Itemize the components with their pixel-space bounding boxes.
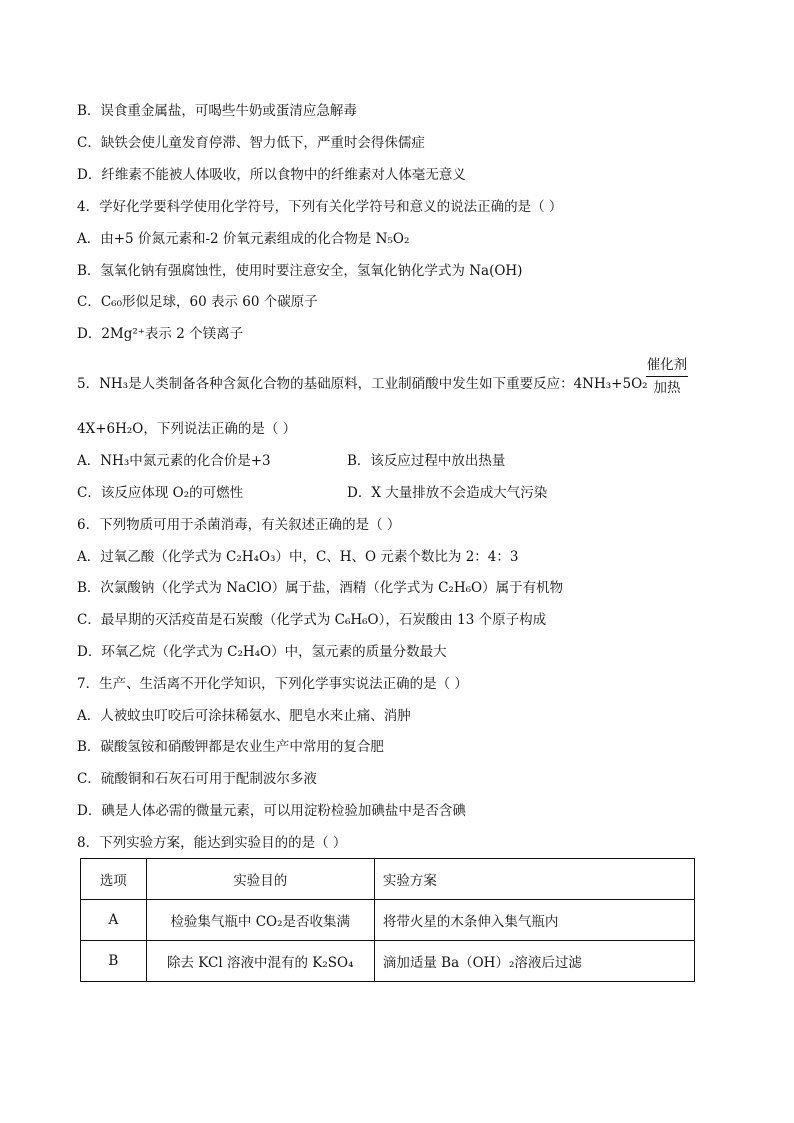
q7-option-b: B．碳酸氢铵和硝酸钾都是农业生产中常用的复合肥 <box>77 739 384 755</box>
q5-stem: 5．NH₃是人类制备各种含氮化合物的基础原料，工业制硝酸中发生如下重要反应：4NH₃+5O₂ <box>77 376 648 392</box>
q6-option-d: D．环氧乙烷（化学式为 C₂H₄O）中，氢元素的质量分数最大 <box>77 644 447 660</box>
q5-option-b: B．该反应过程中放出热量 <box>347 453 506 469</box>
table-cell: 滴加适量 Ba（OH）₂溶液后过滤 <box>374 941 694 982</box>
q6-option-b: B．次氯酸钠（化学式为 NaClO）属于盐，酒精（化学式为 C₂H₆O）属于有机物 <box>77 580 564 596</box>
q3-option-c: C．缺铁会使儿童发育停滞、智力低下，严重时会得侏儒症 <box>77 135 425 151</box>
q4-stem: 4．学好化学要科学使用化学符号，下列有关化学符号和意义的说法正确的是（ ） <box>77 199 563 215</box>
q6-stem: 6．下列物质可用于杀菌消毒，有关叙述正确的是（ ） <box>77 517 401 533</box>
table-header-row <box>81 859 695 900</box>
table-cell: 除去 KCl 溶液中混有的 K₂SO₄ <box>146 941 374 982</box>
q4-option-b: B．氢氧化钠有强腐蚀性，使用时要注意安全，氢氧化钠化学式为 Na(OH) <box>77 263 523 279</box>
q4-option-c: C．C₆₀形似足球，60 表示 60 个碳原子 <box>77 294 318 310</box>
q5-stem-continued: 4X+6H₂O，下列说法正确的是（ ） <box>77 421 297 437</box>
q3-option-b: B．误食重金属盐，可喝些牛奶或蛋清应急解毒 <box>77 103 357 119</box>
table-cell: A <box>81 900 147 941</box>
heating-label: 加热 <box>653 380 681 396</box>
q5-option-d: D．X 大量排放不会造成大气污染 <box>347 485 548 501</box>
table-cell: B <box>81 941 147 982</box>
q7-option-d: D．碘是人体必需的微量元素，可以用淀粉检验加碘盐中是否含碘 <box>77 803 466 819</box>
experiment-table <box>80 858 695 982</box>
catalyst-label: 催化剂 <box>646 357 688 373</box>
q6-option-a: A．过氧乙酸（化学式为 C₂H₄O₃）中，C、H、O 元素个数比为 2：4：3 <box>77 549 519 565</box>
table-row <box>81 900 695 941</box>
q6-option-c: C．最早期的灭活疫苗是石炭酸（化学式为 C₆H₆O），石炭酸由 13 个原子构成 <box>77 612 547 628</box>
header-purpose: 实验目的 <box>146 859 374 900</box>
header-plan: 实验方案 <box>374 859 694 900</box>
q7-option-a: A．人被蚊虫叮咬后可涂抹稀氨水、肥皂水来止痛、消肿 <box>77 708 411 724</box>
header-option: 选项 <box>81 859 147 900</box>
q7-stem: 7．生产、生活离不开化学知识，下列化学事实说法正确的是（ ） <box>77 676 468 692</box>
table-row <box>81 941 695 982</box>
q5-option-a: A．NH₃中氮元素的化合价是+3 <box>77 453 271 469</box>
reaction-arrow-bar <box>646 376 688 377</box>
q3-option-d: D．纤维素不能被人体吸收，所以食物中的纤维素对人体毫无意义 <box>77 167 466 183</box>
reaction-condition <box>646 356 688 397</box>
table-cell: 将带火星的木条伸入集气瓶内 <box>374 900 694 941</box>
q7-option-c: C．硫酸铜和石灰石可用于配制波尔多液 <box>77 771 317 787</box>
table-cell: 检验集气瓶中 CO₂是否收集满 <box>146 900 374 941</box>
q8-stem: 8．下列实验方案，能达到实验目的的是（ ） <box>77 835 347 851</box>
q4-option-d: D．2Mg²⁺表示 2 个镁离子 <box>77 326 244 342</box>
q4-option-a: A．由+5 价氮元素和-2 价氧元素组成的化合物是 N₅O₂ <box>77 231 410 247</box>
q5-option-c: C．该反应体现 O₂的可燃性 <box>77 485 244 501</box>
